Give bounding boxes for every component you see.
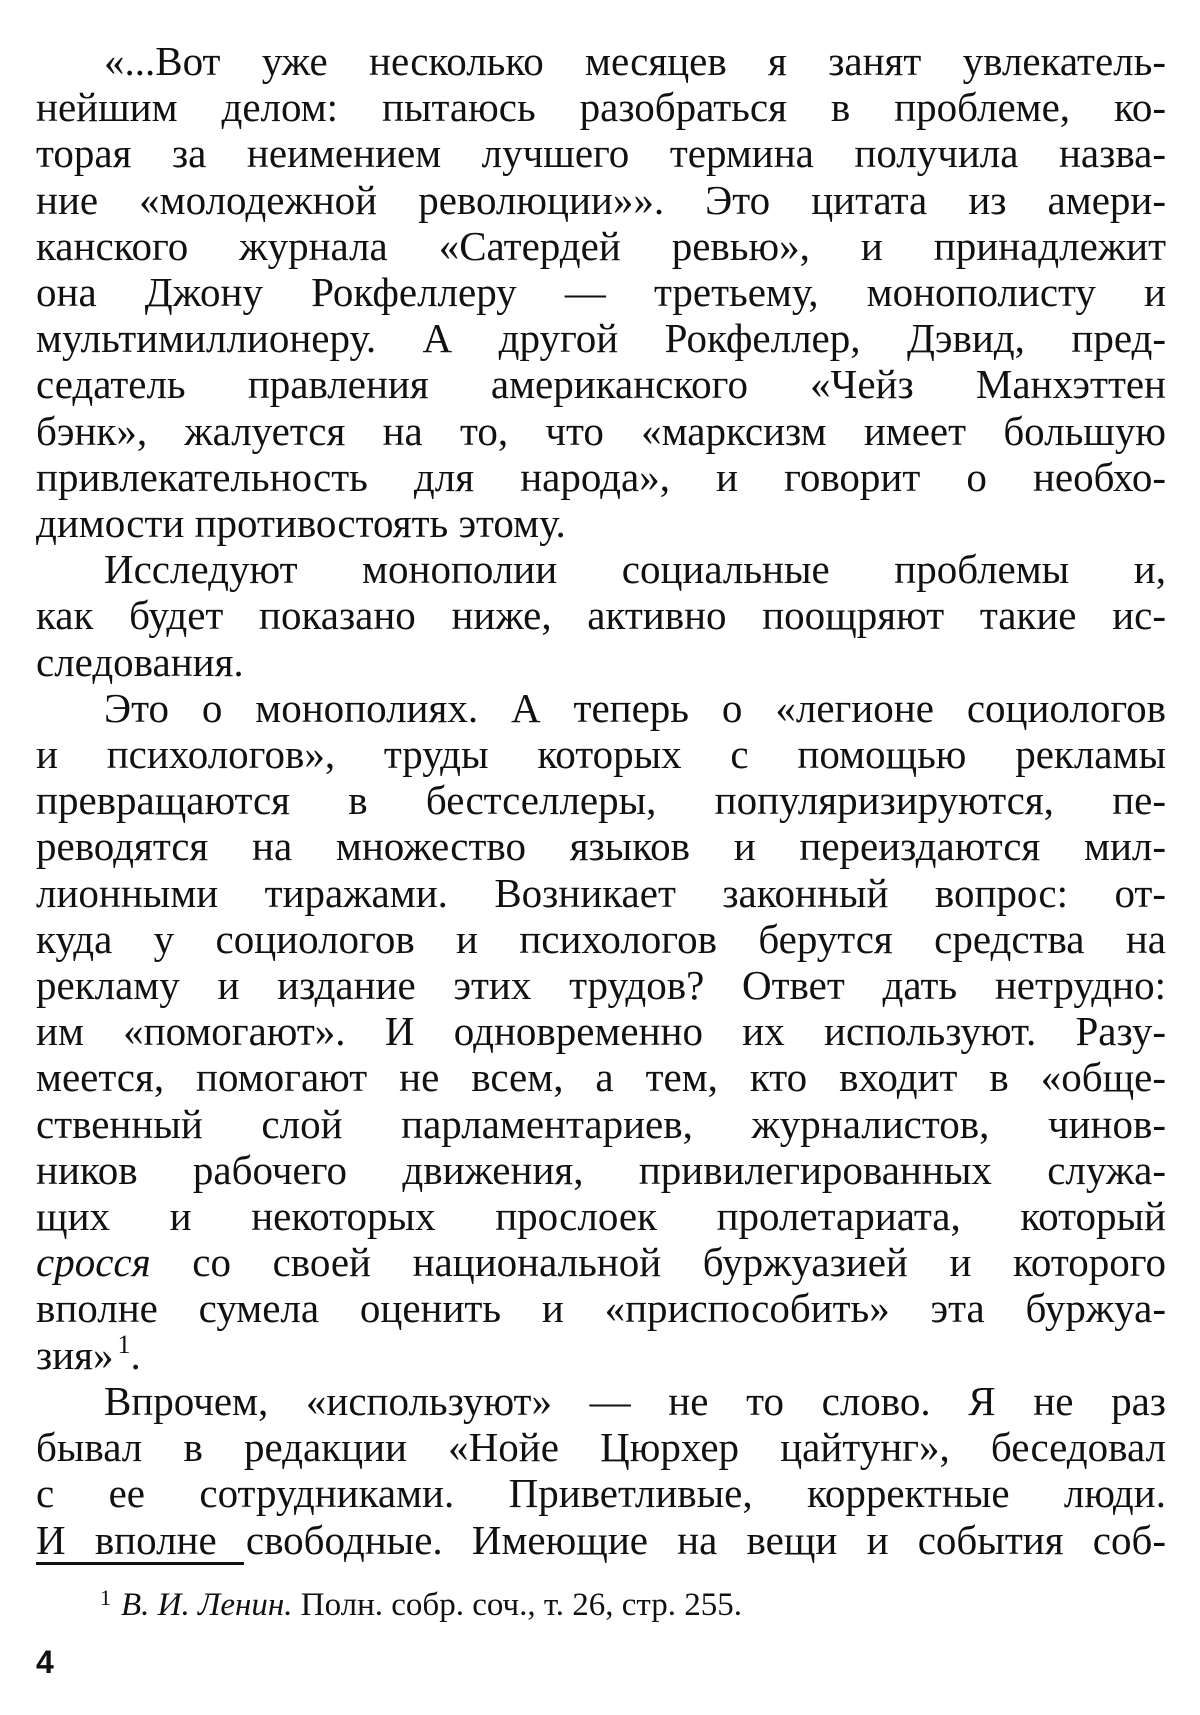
page-number: 4 <box>36 1644 54 1680</box>
text-line: куда у социологов и психологов берутся средства на <box>36 915 1166 962</box>
text-line: ние «молодежной революции»». Это цитата из амери- <box>36 176 1166 223</box>
text-line: с ее сотрудниками. Приветливые, корректные люди. <box>36 1470 1166 1517</box>
text-line: торая за неимением лучшего термина получила назва- <box>36 130 1166 177</box>
text-line: щих и некоторых прослоек пролетариата, который <box>36 1193 1166 1240</box>
footnote-mark: 1 <box>100 1585 111 1610</box>
text-line: следования. <box>36 638 244 685</box>
text-line: реводятся на множество языков и переиздаются мил- <box>36 823 1166 870</box>
text-line-end: зия» <box>36 1331 114 1378</box>
text-line: мультимиллионеру. А другой Рокфеллер, Дэвид, пред- <box>36 315 1166 362</box>
text-line: превращаются в бестселлеры, популяризируются, пе- <box>36 777 1166 824</box>
text-line: нейшим делом: пытаюсь разобраться в проблеме, ко- <box>36 84 1166 131</box>
text-line: Исследуют монополии социальные проблемы и, <box>104 546 1166 593</box>
paragraph-1 <box>36 38 1166 546</box>
text-line: И вполне свободные. Имеющие на вещи и события соб- <box>36 1516 1166 1563</box>
text-line: им «помогают». И одновременно их используют. Разу- <box>36 1008 1166 1055</box>
paragraph-3 <box>36 685 1166 1378</box>
text-line: лионными тиражами. Возникает законный вопрос: от- <box>36 869 1166 916</box>
text-line: как будет показано ниже, активно поощряют такие ис- <box>36 592 1166 639</box>
footnote-text: Полн. собр. соч., т. 26, стр. 255. <box>292 1587 742 1623</box>
text-line: димости противостоять этому. <box>36 500 566 547</box>
footnote-divider <box>36 1562 244 1565</box>
text-line-rest: со своей национальной буржуазией и которого <box>150 1239 1166 1286</box>
text-line: вполне сумела оценить и «приспособить» эта буржуа- <box>36 1285 1166 1332</box>
text-line: седатель правления американского «Чейз Манхэттен <box>36 361 1166 408</box>
footnote <box>100 1578 742 1625</box>
text-line: бывал в редакции «Нойе Цюрхер цайтунг», беседовал <box>36 1424 1166 1471</box>
text-line: Это о монополиях. А теперь о «легионе социологов <box>104 684 1166 731</box>
italic-word: сросся <box>36 1239 151 1286</box>
footnote-reference[interactable]: 1 <box>117 1329 131 1359</box>
paragraph-4 <box>36 1378 1166 1563</box>
text-line-with-italic <box>36 1239 1166 1285</box>
text-line: канского журнала «Сатердей ревью», и принадлежит <box>36 222 1166 269</box>
text-line-with-footnote-ref <box>36 1329 1166 1378</box>
text-line: Впрочем, «используют» — не то слово. Я не раз <box>104 1377 1166 1424</box>
text-line: «...Вот уже несколько месяцев я занят увлекатель- <box>104 38 1166 84</box>
text-line: рекламу и издание этих трудов? Ответ дать нетрудно: <box>36 962 1166 1009</box>
text-line: меется, помогают не всем, а тем, кто входит в «обще- <box>36 1054 1166 1101</box>
main-text <box>36 38 1166 1563</box>
text-line: ственный слой парламентариев, журналистов, чинов- <box>36 1100 1166 1147</box>
text-line: она Джону Рокфеллеру — третьему, монополисту и <box>36 269 1166 316</box>
text-line: ников рабочего движения, привилегированных служа- <box>36 1146 1166 1193</box>
text-line: бэнк», жалуется на то, что «марксизм имеет большую <box>36 407 1166 454</box>
sentence-end: . <box>130 1331 141 1378</box>
text-line: привлекательность для народа», и говорит о необхо- <box>36 453 1166 500</box>
footnote-author: В. И. Ленин. <box>121 1587 293 1623</box>
paragraph-2 <box>36 546 1166 685</box>
text-line: и психологов», труды которых с помощью рекламы <box>36 731 1166 778</box>
